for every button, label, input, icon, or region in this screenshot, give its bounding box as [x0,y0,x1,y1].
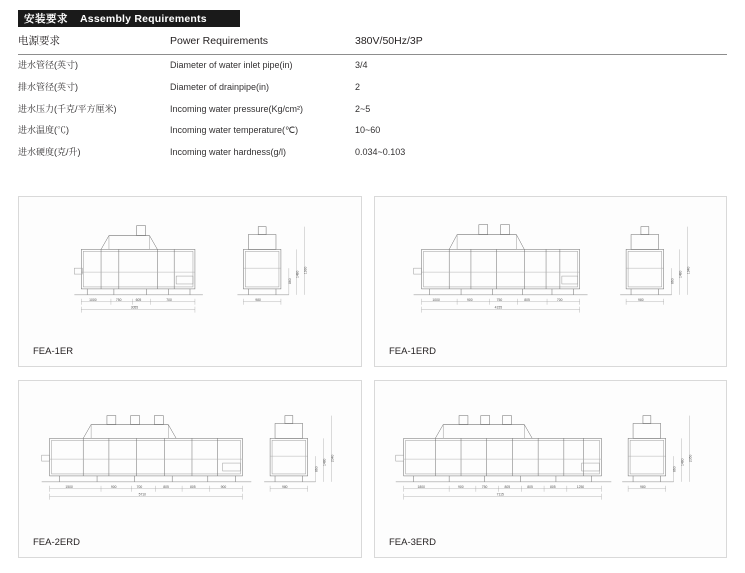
dimension-label-height: 1480 [678,270,683,279]
table-row [18,54,727,76]
section-title-bar [18,10,240,27]
dimension-label: 700 [136,484,143,489]
dimension-label: 1250 [576,484,585,489]
dimension-label: 750 [496,297,503,302]
dimension-label: 805 [504,484,511,489]
dimension-label-height: 860 [672,466,677,472]
drawing-panel-fea-3erd [374,380,727,558]
dimension-label: 805 [190,484,196,489]
section-title-en: Assembly Requirements [80,12,207,25]
row-label-en: Diameter of water inlet pipe(in) [170,60,293,71]
dimension-label-height: 1480 [680,458,685,467]
table-row [18,98,727,120]
dimension-label: 1000 [89,297,97,302]
dimension-label-height: 1940 [686,266,691,275]
drawing-panel-fea-1erd [374,196,727,367]
row-label-en: Incoming water temperature(℃) [170,125,299,136]
row-label-en: Diameter of drainpipe(in) [170,81,270,92]
dimension-label: 1800 [417,484,425,489]
dimension-label: 900 [220,484,227,489]
dimension-label: 700 [556,297,563,302]
row-value: 3/4 [355,60,368,71]
header-cell-en: Power Requirements [170,35,269,47]
row-label-en: Incoming water hardness(g/l) [170,147,287,158]
dimension-label: 980 [639,484,646,489]
panel-label-fea-1erd: FEA-1ERD [389,346,436,357]
panel-label-fea-3erd: FEA-3ERD [389,537,436,548]
dimension-label: 805 [527,484,533,489]
section-title-cn: 安装要求 [24,13,68,25]
dimension-label-height: 2040 [330,454,335,463]
assembly-requirements-table [18,33,727,164]
dimension-label: 980 [281,484,288,489]
dimension-label: 805 [524,297,530,302]
panel-label-fea-1er: FEA-1ER [33,346,74,357]
dimension-label-height: 1480 [322,458,327,467]
technical-drawing-fea-3erd [375,381,726,557]
row-label-cn: 排水管径(英寸) [18,81,78,92]
dimension-label-total: 5710 [138,492,147,497]
row-value: 2~5 [355,103,371,114]
dimension-label-total: 3055 [130,305,139,310]
dimension-label: 980 [637,297,644,302]
row-label-cn: 进水压力(千克/平方厘米) [18,103,117,114]
table-row [18,76,727,98]
dimension-label: 900 [110,484,117,489]
row-label-cn: 进水管径(英寸) [18,60,78,71]
drawing-panel-fea-1er [18,196,362,367]
dimension-label: 900 [458,484,464,489]
dimension-label-height: 860 [314,466,319,472]
header-cell-value: 380V/50Hz/3P [355,35,423,47]
dimension-label: 700 [166,297,172,302]
row-label-en: Incoming water pressure(Kg/cm²) [170,103,304,114]
dimension-label-total: 7115 [496,492,504,497]
dimension-label: 750 [481,484,488,489]
drawing-panel-fea-2erd [18,380,362,558]
row-value: 10~60 [355,125,381,136]
dimension-label-height: 860 [670,278,675,284]
dimension-label-height: 1930 [303,266,308,275]
dimension-label-height: 860 [287,278,292,284]
row-value: 2 [355,81,361,92]
dimension-label: 1500 [65,484,73,489]
table-row [18,120,727,142]
dimension-label: 1000 [432,297,440,302]
technical-drawing-fea-2erd [19,381,361,557]
row-value: 0.034~0.103 [355,147,406,158]
dimension-label: 605 [135,297,142,302]
row-label-cn: 进水温度(℃) [18,125,69,136]
table-header-row [18,33,727,54]
dimension-label-height: 2050 [688,454,693,463]
table-row [18,142,727,164]
dimension-label: 980 [255,297,261,302]
dimension-label: 805 [163,484,169,489]
dimension-label: 805 [550,484,556,489]
row-label-cn: 进水硬度(克/升) [18,147,81,158]
dimension-label: 900 [466,297,473,302]
dimension-label-total: 4155 [494,305,503,310]
dimension-label: 750 [115,297,122,302]
header-cell-cn: 电源要求 [18,35,60,47]
technical-drawing-fea-1er [19,197,361,366]
panel-label-fea-2erd: FEA-2ERD [33,537,80,548]
technical-drawing-fea-1erd [375,197,726,366]
dimension-label-height: 1480 [295,270,300,279]
